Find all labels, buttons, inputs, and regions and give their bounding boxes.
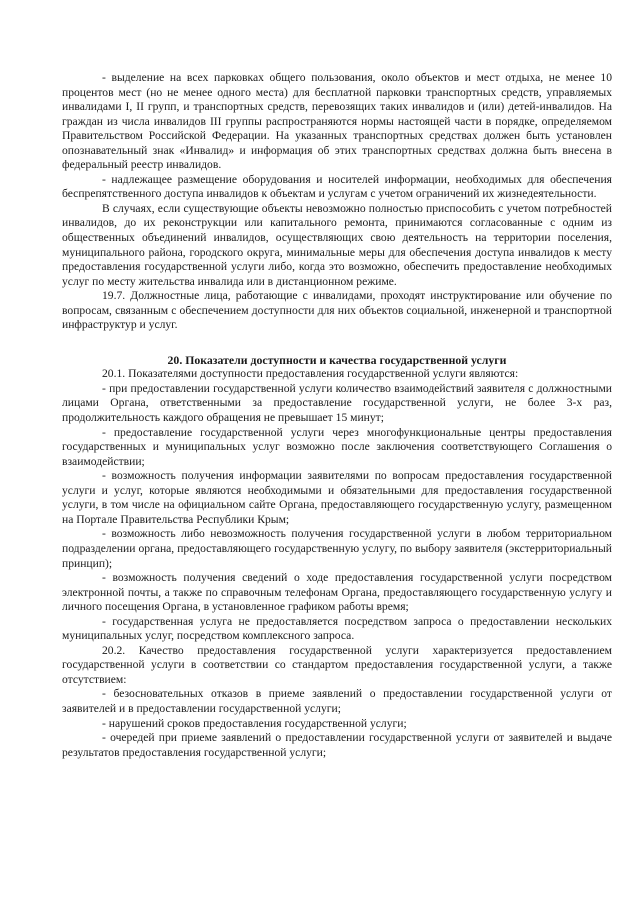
paragraph-equipment: - надлежащее размещение оборудования и носителей информации, необходимых для обеспечения беспрепятственного доступа инвалидов к объектам и услугам с учетом ограничений их жизнедеятельности.	[62, 172, 612, 201]
paragraph-queues: - очередей при приеме заявлений о предоставлении государственной услуги от заявителей и выдаче результатов предоставления государственной услуги;	[62, 731, 612, 759]
paragraph-refusals: - безосновательных отказов в приеме заявлений о предоставлении государственной услуги от заявителей и в предоставлении государственной услуги;	[62, 687, 612, 715]
paragraph-mfc: - предоставление государственной услуги через многофункциональные центры предоставления государственных и муниципальных услуг возможно после заключения соответствующего Соглашения о взаимодействии;	[62, 425, 612, 468]
paragraph-20-2: 20.2. Качество предоставления государственной услуги характеризуется предоставлением государственной услуги в соответствии со стандартом предоставления государственной услуги, а также отсутствием:	[62, 643, 612, 686]
paragraph-deadlines: - нарушений сроков предоставления государственной услуги;	[102, 716, 407, 730]
paragraph-progress-info: - возможность получения сведений о ходе предоставления государственной услуги посредством электронной почты, а также по справочным телефонам Органа, предоставляющего государственную услугу и личного посещения Органа, в установленное графиком работы время;	[62, 571, 612, 614]
paragraph-existing-objects: В случаях, если существующие объекты невозможно полностью приспособить с учетом потребностей инвалидов, до их реконструкции или капитального ремонта, принимаются согласованные с одним из общественных объединений инвалидов, осуществляющих свою деятельность на территории поселения, муниципального района, городского округа, минимальные меры для обеспечения доступа инвалидов к месту предоставления государственной услуги либо, когда это возможно, обеспечить предоставление необходимых услуг по месту жительства инвалида или в дистанционном режиме.	[62, 201, 612, 288]
paragraph-information: - возможность получения информации заявителями по вопросам предоставления государственной услуги и услуг, которые являются необходимыми и обязательными для предоставления государственной услуги, в том числе на официальном сайте Органа, предоставляющего государственную услугу, размещенном на Портале Правительства Республики Крым;	[62, 469, 612, 526]
paragraph-19-7: 19.7. Должностные лица, работающие с инвалидами, проходят инструктирование или обучение по вопросам, связанным с обеспечением доступности для них объектов социальной, инженерной и транспортной инфраструктур и услуг.	[62, 289, 612, 332]
page-content	[62, 71, 612, 760]
section-heading: 20. Показатели доступности и качества государственной услуги	[167, 352, 507, 367]
paragraph-parking: - выделение на всех парковках общего пользования, около объектов и мест отдыха, не менее 10 процентов мест (но не менее одного места) для бесплатной парковки транспортных средств, управляемых инвалидами I, II групп, и транспортных средств, перевозящих таких инвалидов и (или) детей-инвалидов. На граждан из числа инвалидов III группы распространяются нормы настоящей части в порядке, определяемом Правительством Российской Федерации. На указанных транспортных средствах должен быть установлен опознавательный знак «Инвалид» и информация об этих транспортных средствах должна быть внесена в федеральный реестр инвалидов.	[62, 71, 612, 172]
paragraph-complex-request: - государственная услуга не предоставляется посредством запроса о предоставлении нескольких муниципальных услуг, посредством комплексного запроса.	[62, 614, 612, 643]
paragraph-extraterritorial: - возможность либо невозможность получения государственной услуги в любом территориальном подразделении органа, предоставляющего государственную услугу, по выбору заявителя (экстерриториальный принцип);	[62, 527, 612, 570]
paragraph-interactions: - при предоставлении государственной услуги количество взаимодействий заявителя с должностными лицами Органа, ответственными за предоставление государственной услуги, не более 3-х раз, продолжительность каждого обращения не превышает 15 минут;	[62, 381, 612, 425]
paragraph-20-1: 20.1. Показателями доступности предоставления государственной услуги являются:	[102, 367, 519, 381]
